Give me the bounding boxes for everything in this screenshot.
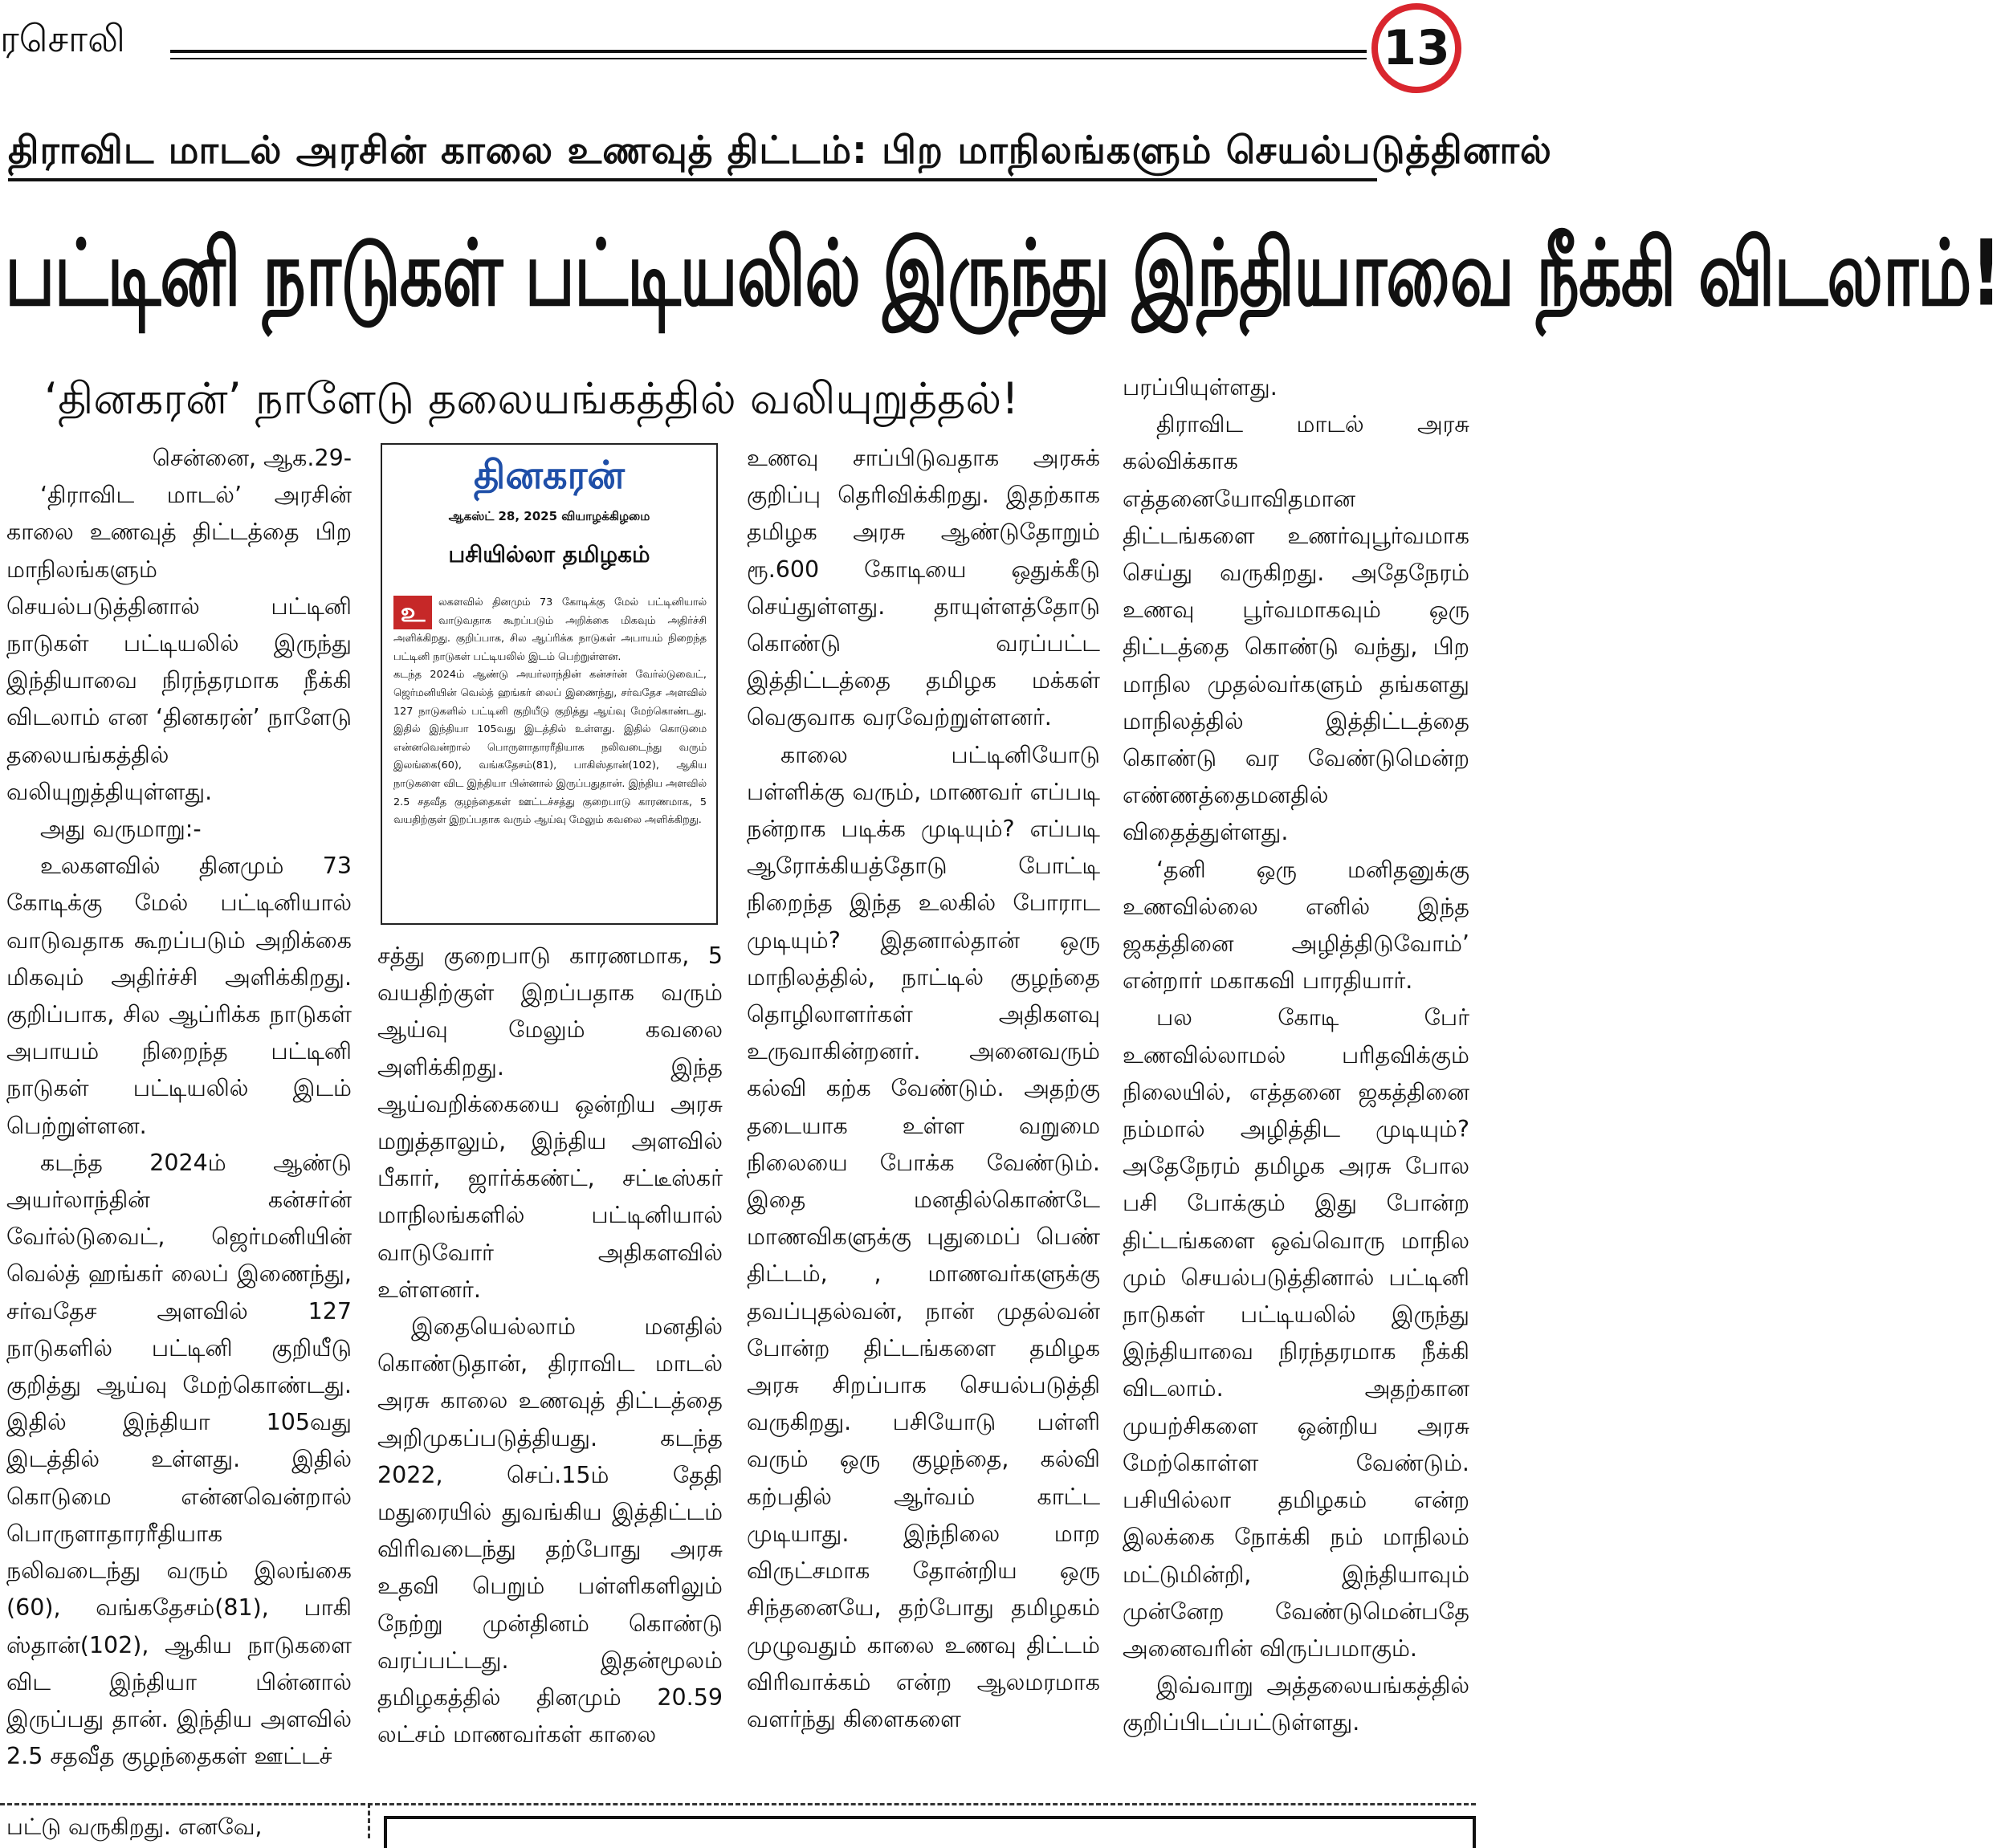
- kicker-underline: [8, 178, 1377, 181]
- masthead-title: ரசொலி: [0, 17, 125, 60]
- next-article-box: [384, 1816, 1476, 1848]
- paragraph: பரப்பியுள்ளது.: [1123, 374, 1278, 401]
- paragraph: இவ்வாறு அத்தலையங்கத்தில் குறிப்பிடப்பட்டுள்ளது.: [1123, 1672, 1469, 1736]
- continued-text: பட்டு வருகிறது. எனவே,: [6, 1813, 263, 1840]
- sub-headline: ‘தினகரன்’ நாளேடு தலையங்கத்தில் வலியுறுத்தல்!: [44, 373, 1019, 424]
- paragraph: பல கோடி பேர் உணவில்லாமல் பரிதவிக்கும் நிலையில், எத்தனை ஜகத்தினை நம்மால் அழித்திட முடியும்? அதேநேரம் தமிழக அரசு போல பசி போக்கும் இது போன்ற திட்டங்களை ஒவ்வொரு மாநில மும் செயல்படுத்தினால் பட்டினி நாடுகள் பட்டியலில் இருந்து இந்தியாவை நிரந்தரமாக நீக்கி விடலாம். அதற்கான முயற்சிகளை ஒன்றிய அரசு மேற்கொள்ள வேண்டும். பசியில்லா தமிழகம் என்ற இலக்கை நோக்கி நம் மாநிலம் மட்டுமின்றி, இந்தியாவும் முன்னேற வேண்டுமென்பதே அனைவரின் விருப்பமாகும்.: [1123, 1004, 1469, 1662]
- newspaper-clipping: [381, 443, 718, 925]
- clipping-logo: தினகரன்: [474, 453, 625, 498]
- header-rule-thin: [170, 58, 1367, 59]
- clipping-date: ஆகஸ்ட் 28, 2025 வியாழக்கிழமை: [448, 509, 650, 523]
- clipping-dropcap: உ: [393, 596, 432, 629]
- clipping-paragraph: கடந்த 2024ம் ஆண்டு அயர்லாந்தின் கன்சர்ன் வேர்ல்டுவைட், ஜெர்மனியின் வெல்த் ஹங்கர் லைப் இணைந்து, சர்வதேச அளவில் 127 நாடுகளில் பட்டினி குறியீடு குறித்து ஆய்வு மேற்கொண்டது. இதில் இந்தியா 105வது இடத்தில் உள்ளது. இதில் கொடுமை என்னவென்றால் பொருளாதாரரீதியாக நலிவடைந்து வரும் இலங்கை(60), வங்கதேசம்(81), பாகிஸ்தான்(102), ஆகிய நாடுகளை விட இந்தியா பின்னால் இருப்பதுதான். இந்திய அளவில் 2.5 சதவீத குழந்தைகள் ஊட்டச்சத்து குறைபாடு காரணமாக, 5 வயதிற்குள் இறப்பதாக வரும் ஆய்வு மேலும் கவலை அளிக்கிறது.: [393, 669, 707, 827]
- paragraph: ‘தனி ஒரு மனிதனுக்கு உணவில்லை எனில் இந்த ஜகத்தினை அழித்திடுவோம்’ என்றார் மகாகவி பாரதியார்.: [1123, 856, 1469, 995]
- article-column-3: [747, 440, 1100, 1738]
- paragraph: கடந்த 2024ம் ஆண்டு அயர்லாந்தின் கன்சர்ன் வேர்ல்டுவைட், ஜெர்மனியின் வெல்த் ஹங்கர் லைப் இணைந்து, சர்வதேச அளவில் 127 நாடுகளில் பட்டினி குறியீடு குறித்து ஆய்வு மேற்கொண்டது. இதில் இந்தியா 105வது இடத்தில் உள்ளது. இதில் கொடுமை என்னவென்றால் பொருளாதாரரீதியாக நலிவடைந்து வரும் இலங்கை (60), வங்கதேசம்(81), பாகி ஸ்தான்(102), ஆகிய நாடுகளை விட இந்தியா பின்னால் இருப்பது தான். இந்திய அளவில் 2.5 சதவீத குழந்தைகள் ஊட்டச்: [6, 1149, 352, 1770]
- article-column-4: [1123, 369, 1469, 1742]
- paragraph: இதையெல்லாம் மனதில் கொண்டுதான், திராவிட மாடல் அரசு காலை உணவுத் திட்டத்தை அறிமுகப்படுத்தியது. கடந்த 2022, செப்.15ம் தேதி மதுரையில் துவங்கிய இத்திட்டம் விரிவடைந்து தற்போது அரசு உதவி பெறும் பள்ளிகளிலும் நேற்று முன்தினம் கொண்டு வரப்பட்டது. இதன்மூலம் தமிழகத்தில் தினமும் 20.59 லட்சம் மாணவர்கள் காலை: [377, 1313, 723, 1748]
- paragraph: உணவு சாப்பிடுவதாக அரசுக் குறிப்பு தெரிவிக்கிறது. இதற்காக தமிழக அரசு ஆண்டுதோறும் ரூ.600 கோடியை ஒதுக்கீடு செய்துள்ளது. தாயுள்ளத்தோடு கொண்டு வரப்பட்ட இத்திட்டத்தை தமிழக மக்கள் வெகுவாக வரவேற்றுள்ளனர்.: [747, 445, 1100, 731]
- header-rule: [170, 50, 1367, 53]
- article-column-2: [377, 938, 723, 1753]
- paragraph: சத்து குறைபாடு காரணமாக, 5 வயதிற்குள் இறப்பதாக வரும் ஆய்வு மேலும் கவலை அளிக்கிறது. இந்த ஆய்வறிக்கையை ஒன்றிய அரசு மறுத்தாலும், இந்திய அளவில் பீகார், ஜார்க்கண்ட், சட்டீஸ்கர் மாநிலங்களில் பட்டினியால் வாடுவோர் அதிகளவில் உள்ளனர்.: [377, 942, 723, 1303]
- dateline: சென்னை, ஆக.29-: [152, 445, 352, 471]
- clipping-body: [393, 594, 707, 830]
- kicker-headline: திராவிட மாடல் அரசின் காலை உணவுத் திட்டம்: பிற மாநிலங்களும் செயல்படுத்தினால்: [8, 128, 1552, 173]
- clipping-title: பசியில்லா தமிழகம்: [448, 541, 650, 568]
- paragraph: அது வருமாறு:-: [40, 816, 202, 843]
- paragraph: திராவிட மாடல் அரசு கல்விக்காக எத்தனையோவிதமான திட்டங்களை உணர்வுபூர்வமாக செய்து வருகிறது. அதேநேரம் உணவு பூர்வமாகவும் ஒரு திட்டத்தை கொண்டு வந்து, பிற மாநில முதல்வர்களும் தங்களது மாநிலத்தில் இத்திட்டத்தை கொண்டு வர வேண்டுமென்ற எண்ணத்தைமனதில் விதைத்துள்ளது.: [1123, 411, 1469, 846]
- article-column-1: [6, 440, 352, 1775]
- page-number-badge: 13: [1371, 3, 1461, 93]
- paragraph: உலகளவில் தினமும் 73 கோடிக்கு மேல் பட்டினியால் வாடுவதாக கூறப்படும் அறிக்கை மிகவும் அதிர்ச்சி அளிக்கிறது. குறிப்பாக, சில ஆப்ரிக்க நாடுகள் அபாயம் நிறைந்த பட்டினி நாடுகள் பட்டியலில் இடம் பெற்றுள்ளன.: [6, 853, 352, 1139]
- main-headline: பட்டினி நாடுகள் பட்டியலில் இருந்து இந்தியாவை நீக்கி விடலாம்!: [5, 220, 2001, 327]
- paragraph: ‘திராவிட மாடல்’ அரசின் காலை உணவுத் திட்டத்தை பிற மாநிலங்களும் செயல்படுத்தினால் பட்டினி நாடுகள் பட்டியலில் இருந்து இந்தியாவை நிரந்தரமாக நீக்கி விடலாம் என ‘தினகரன்’ நாளேடு தலையங்கத்தில் வலியுறுத்தியுள்ளது.: [6, 482, 352, 805]
- bottom-dashed-divider: [0, 1803, 1476, 1805]
- clipping-paragraph: லகளவில் தினமும் 73 கோடிக்கு மேல் பட்டினியால் வாடுவதாக கூறப்படும் அறிக்கை மிகவும் அதிர்ச்சி அளிக்கிறது. குறிப்பாக, சில ஆப்ரிக்க நாடுகள் அபாயம் நிறைந்த பட்டினி நாடுகள் பட்டியலில் இடம் பெற்றுள்ளன.: [393, 596, 707, 663]
- vertical-dashed-divider: [368, 1803, 370, 1838]
- paragraph: காலை பட்டினியோடு பள்ளிக்கு வரும், மாணவர் எப்படி நன்றாக படிக்க முடியும்? எப்படி ஆரோக்கியத்தோடு போட்டி நிறைந்த இந்த உலகில் போராட முடியும்? இதனால்தான் ஒரு மாநிலத்தில், நாட்டில் குழந்தை தொழிலாளர்கள் அதிகளவு உருவாகின்றனர். அனைவரும் கல்வி கற்க வேண்டும். அதற்கு தடையாக உள்ள வறுமை நிலையை போக்க வேண்டும். இதை மனதில்கொண்டே மாணவிகளுக்கு புதுமைப் பெண் திட்டம், , மாணவர்களுக்கு தவப்புதல்வன், நான் முதல்வன் போன்ற திட்டங்களை தமிழக அரசு சிறப்பாக செயல்படுத்தி வருகிறது. பசியோடு பள்ளி வரும் ஒரு குழந்தை, கல்வி கற்பதில் ஆர்வம் காட்ட முடியாது. இந்நிலை மாற விருட்சமாக தோன்றிய ஒரு சிந்தனையே, தற்போது தமிழகம் முழுவதும் காலை உணவு திட்டம் விரிவாக்கம் என்ற ஆலமரமாக வளர்ந்து கிளைகளை: [747, 741, 1100, 1732]
